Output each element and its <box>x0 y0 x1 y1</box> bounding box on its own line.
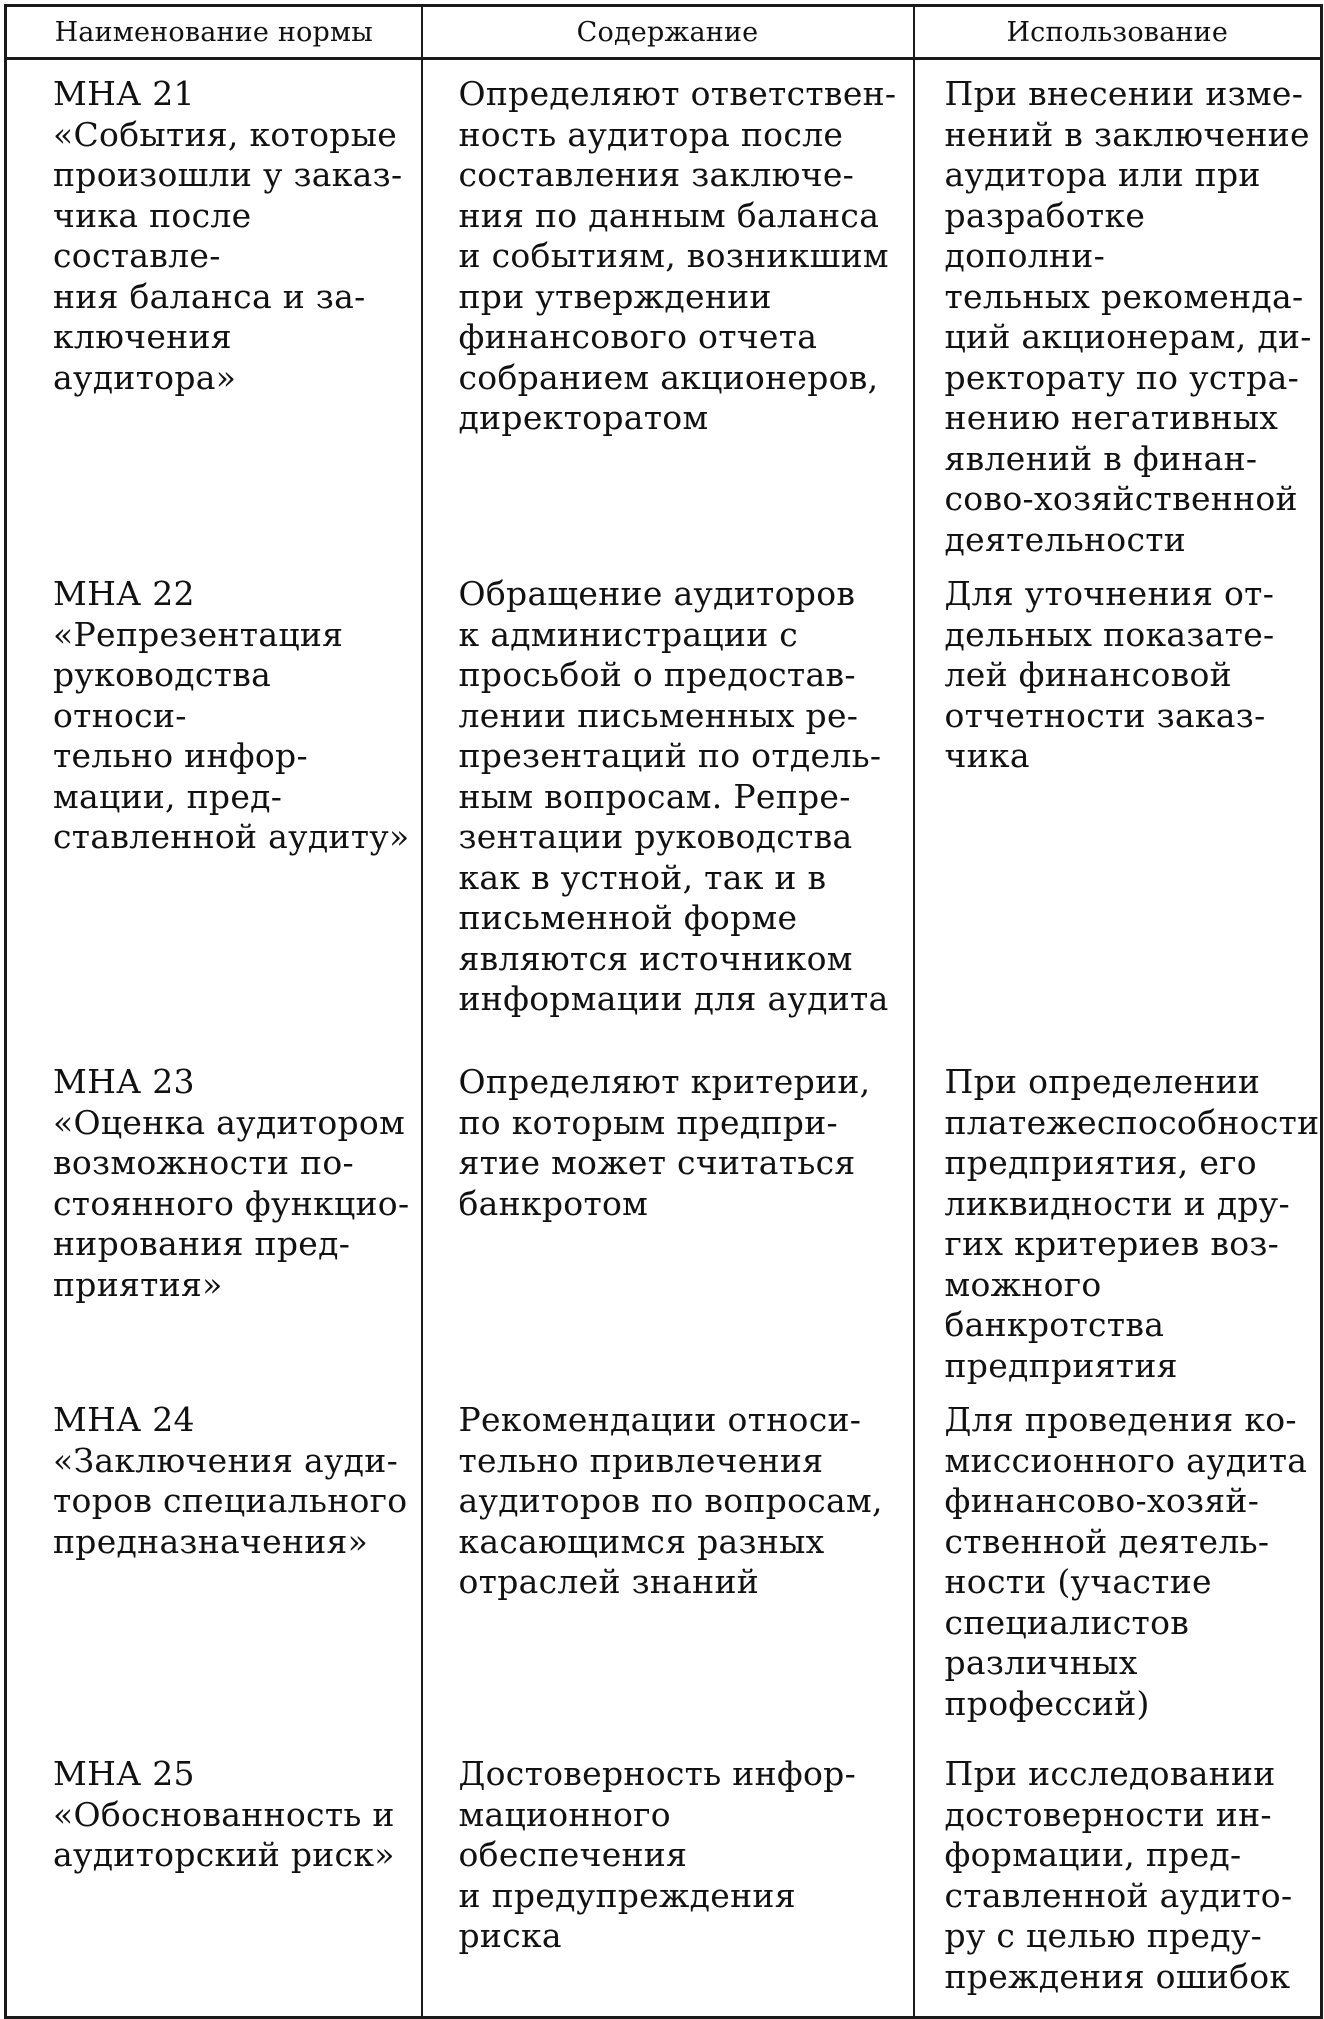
table-row <box>6 560 1322 1048</box>
norm-code: МНА 24 <box>53 1400 195 1439</box>
norm-name-cell <box>6 560 422 1048</box>
norm-title: «Оценка аудитором возможности по- стоянного функцио- нирования пред- приятия» <box>53 1102 410 1304</box>
table-row <box>6 1386 1322 1740</box>
content-cell: Обращение аудиторов к администрации с просьбой о предостав- лении письменных ре- презентаций по отдель- ным вопросам. Репре- зентации руководства как в устной, так и в письменной форме являются источником информации для аудита <box>422 560 914 1048</box>
norm-code: МНА 21 <box>53 74 195 113</box>
content-cell: Достоверность инфор- мационного обеспечения и предупреждения риска <box>422 1740 914 2018</box>
table-row <box>6 1048 1322 1386</box>
norm-title: «Обоснованность и аудиторский риск» <box>53 1794 395 1874</box>
norm-code: МНА 23 <box>53 1062 195 1101</box>
content-cell: Определяют ответствен- ность аудитора после составления заключе- ния по данным баланса и событиям, возникшим при утверждении финансового отчета собранием акционеров, директоратом <box>422 59 914 561</box>
table-row <box>6 59 1322 561</box>
norm-code: МНА 22 <box>53 574 195 613</box>
document-page <box>4 4 1320 1996</box>
norm-name-cell <box>6 1740 422 2018</box>
norm-name-cell <box>6 1386 422 1740</box>
column-header-norm-name: Наименование нормы <box>6 6 422 59</box>
norm-title: «События, которые произошли у заказ- чика после составле- ния баланса и за- ключения аудитора» <box>53 114 403 397</box>
usage-cell: При внесении изме- нений в заключение аудитора или при разработке дополни- тельных рекоменда- ций акционерам, ди- ректорату по устра- нению негативных явлений в финан- сово-хозяйственной деятельности <box>944 74 1312 559</box>
usage-cell: Для уточнения от- дельных показате- лей финансовой отчетности заказ- чика <box>944 574 1275 775</box>
norm-title: «Заключения ауди- торов специального предназначения» <box>53 1440 408 1561</box>
norm-code: МНА 25 <box>53 1754 195 1793</box>
usage-cell: Для проведения ко- миссионного аудита финансово-хозяй- ственной деятель- ности (участие специалистов различных профессий) <box>944 1400 1308 1723</box>
table-row <box>6 1740 1322 2018</box>
norm-name-cell <box>6 1048 422 1386</box>
audit-standards-table <box>4 4 1323 2019</box>
header-row <box>6 6 1322 59</box>
content-cell: Определяют критерии, по которым предпри- ятие может считаться банкротом <box>422 1048 914 1386</box>
column-header-content: Содержание <box>422 6 914 59</box>
usage-cell: При определении платежеспособности предприятия, его ликвидности и дру- гих критериев воз- можного банкротства предприятия <box>944 1062 1320 1385</box>
norm-title: «Репрезентация руководства относи- тельно инфор- мации, пред- ставленной аудиту» <box>53 614 410 856</box>
table-body <box>6 59 1322 2018</box>
norm-name-cell <box>6 59 422 561</box>
usage-cell: При исследовании достоверности ин- формации, пред- ставленной аудито- ру с целью преду- преждения ошибок <box>944 1754 1293 1996</box>
column-header-usage: Использование <box>914 6 1322 59</box>
content-cell: Рекомендации относи- тельно привлечения аудиторов по вопросам, касающимся разных отраслей знаний <box>422 1386 914 1740</box>
table-header <box>6 6 1322 59</box>
